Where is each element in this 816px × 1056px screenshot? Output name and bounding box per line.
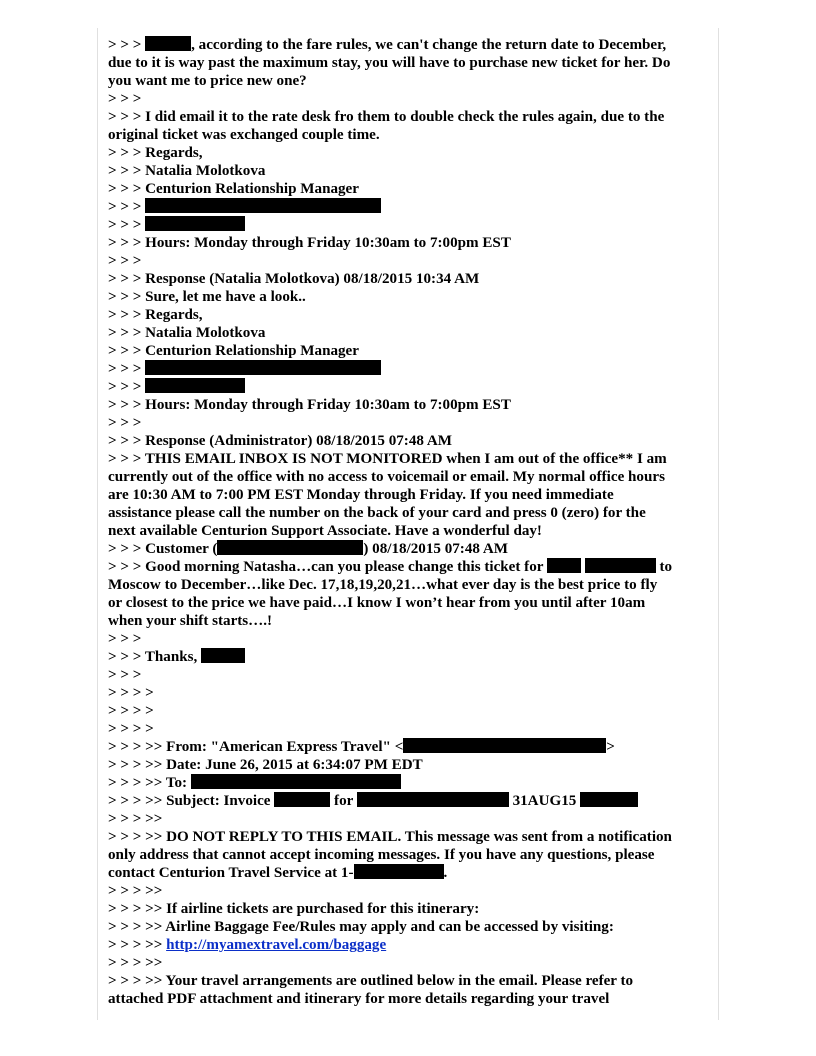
text-line: > > > Regards, [108,145,203,161]
text-line: you want me to price new one? [108,73,307,89]
email-thread-body [108,36,708,1008]
redaction-block [201,648,245,663]
redaction-block [191,774,401,789]
text-line: > > > >> Subject: Invoice for 31AUG15 [108,792,708,810]
text-line: > > > Good morning Natasha…can you please change this ticket for to [108,559,673,575]
text-line: are 10:30 AM to 7:00 PM EST Monday through Friday. If you need immediate [108,487,614,503]
text-line: contact Centurion Travel Service at 1- . [108,865,448,881]
text-line: > > > [108,631,142,647]
redaction-block [274,792,330,807]
text-line: > > > Sure, let me have a look.. [108,289,306,305]
text-line: > > > [108,360,708,378]
redaction-block [145,216,245,231]
text-line: due to it is way past the maximum stay, you will have to purchase new ticket for her. Do [108,55,671,71]
text-line: > > > [108,216,708,234]
text-line: > > > Hours: Monday through Friday 10:30am to 7:00pm EST [108,397,511,413]
text-line: > > > >> Date: June 26, 2015 at 6:34:07 PM EDT [108,757,423,773]
redaction-block [354,864,444,879]
text-line: > > > >> DO NOT REPLY TO THIS EMAIL. This message was sent from a notification [108,829,672,845]
text-line: > > > [108,415,142,431]
text-line: > > > [108,378,708,396]
text-line: > > > >> [108,883,163,899]
text-line: > > > >> [108,811,163,827]
text-line: > > > Natalia Molotkova [108,163,266,179]
text-line: > > > >> [108,955,163,971]
text-line: assistance please call the number on the back of your card and press 0 (zero) for the [108,505,646,521]
text-line: > > > >> If airline tickets are purchased for this itinerary: [108,901,480,917]
text-line: > > > THIS EMAIL INBOX IS NOT MONITORED when I am out of the office** I am [108,451,667,467]
text-line: > > > >> To: [108,774,708,792]
text-line: > > > I did email it to the rate desk fro them to double check the rules again, due to the [108,109,665,125]
text-line: > > > >> Your travel arrangements are outlined below in the email. Please refer to [108,973,634,989]
text-line: > > > >> Airline Baggage Fee/Rules may apply and can be accessed by visiting: [108,919,614,935]
baggage-link[interactable]: http://myamextravel.com/baggage [166,937,387,953]
text-line: > > > >> From: "American Express Travel" < > [108,739,615,755]
redaction-block [403,738,606,753]
text-line: > > > > [108,685,154,701]
text-line: > > > Hours: Monday through Friday 10:30am to 7:00pm EST [108,235,511,251]
text-line: > > > [108,253,142,269]
text-line: > > > [108,667,142,683]
text-line: original ticket was exchanged couple time. [108,127,380,143]
redaction-block [145,198,381,213]
redaction-block [145,378,245,393]
redaction-block [585,558,656,573]
redaction-block [145,360,381,375]
text-line: > > > Centurion Relationship Manager [108,181,359,197]
redaction-block [145,36,191,51]
text-line: > > > [108,91,142,107]
text-line: > > > Response (Administrator) 08/18/2015 07:48 AM [108,433,453,449]
text-line: attached PDF attachment and itinerary for more details regarding your travel [108,991,610,1007]
text-line: > > > > [108,703,154,719]
redaction-block [217,540,363,555]
text-line: > > > Response (Natalia Molotkova) 08/18/2015 10:34 AM [108,271,480,287]
text-line: only address that cannot accept incoming messages. If you have any questions, please [108,847,655,863]
text-line: or closest to the price we have paid…I know I won’t hear from you until after 10am [108,595,646,611]
text-line: > > > Customer ( ) 08/18/2015 07:48 AM [108,541,509,557]
text-line: > > > Natalia Molotkova [108,325,266,341]
text-line: when your shift starts….! [108,613,273,629]
text-line: > > > [108,198,708,216]
text-line: next available Centurion Support Associate. Have a wonderful day! [108,523,542,539]
text-line: > > > , according to the fare rules, we can't change the return date to December, [108,37,667,53]
text-line: > > > >> http://myamextravel.com/baggage [108,937,387,953]
redaction-block [580,792,638,807]
redaction-block [547,558,581,573]
text-line: currently out of the office with no access to voicemail or email. My normal office hours [108,469,665,485]
text-line: > > > Thanks, [108,648,708,666]
text-line: > > > Centurion Relationship Manager [108,343,359,359]
text-line: > > > > [108,721,154,737]
redaction-block [357,792,509,807]
text-line: > > > Regards, [108,307,203,323]
text-line: Moscow to December…like Dec. 17,18,19,20,21…what ever day is the best price to fly [108,577,658,593]
